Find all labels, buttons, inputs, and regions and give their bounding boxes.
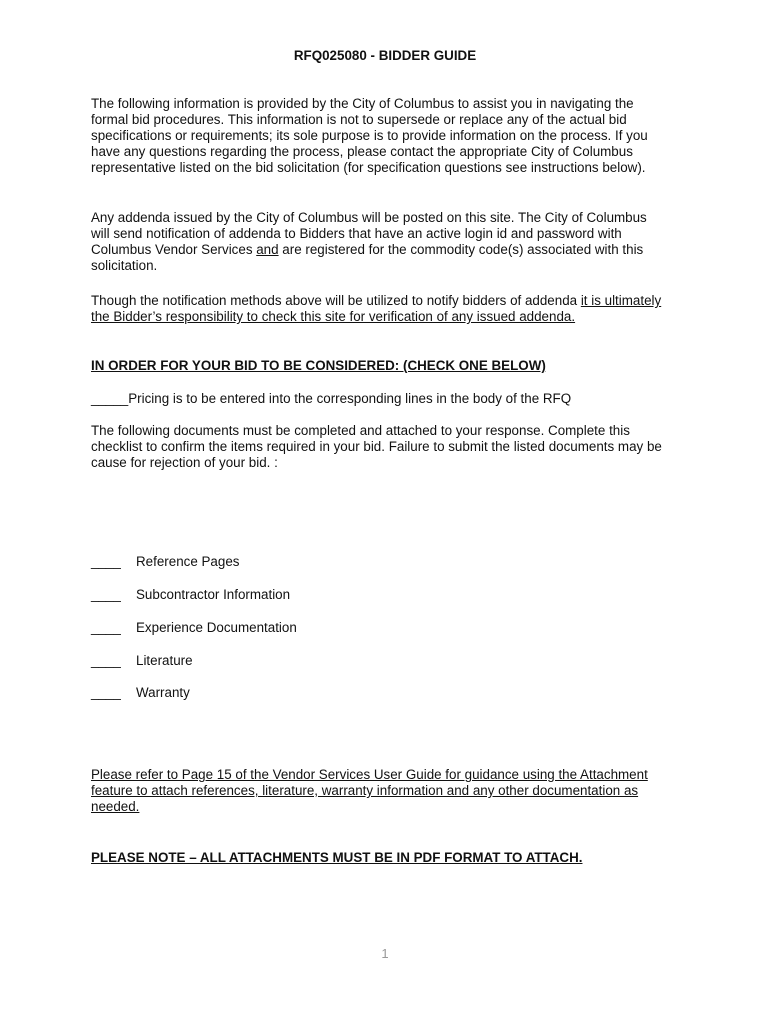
check-blank[interactable]: ____	[91, 587, 121, 602]
checklist-label: Experience Documentation	[136, 620, 297, 635]
pricing-option	[91, 391, 666, 407]
pricing-check-blank[interactable]: _____	[91, 391, 129, 406]
checklist-item-experience-documentation	[91, 620, 491, 636]
document-title: RFQ025080 - BIDDER GUIDE	[293, 48, 477, 63]
checklist-label: Warranty	[136, 685, 190, 700]
addenda-emphasis: and	[256, 242, 279, 257]
checklist-item-warranty	[91, 685, 491, 701]
checklist-item-literature	[91, 653, 491, 669]
checklist-label: Reference Pages	[136, 554, 240, 569]
check-blank[interactable]: ____	[91, 620, 121, 635]
check-blank[interactable]: ____	[91, 554, 121, 569]
pdf-note: PLEASE NOTE – ALL ATTACHMENTS MUST BE IN PDF FORMAT TO ATTACH.	[91, 850, 583, 865]
responsibility-note: it is ultimately the Bidder’s responsibility to check this site for verification of any issued addenda.	[91, 293, 662, 324]
notification-text: Though the notification methods above will be utilized to notify bidders of addenda	[91, 293, 581, 308]
addenda-text-end: are registered for the commodity code(s) associated with this solicitation.	[91, 242, 644, 273]
check-blank[interactable]: ____	[91, 685, 121, 700]
pricing-option-label: Pricing is to be entered into the corresponding lines in the body of the RFQ	[128, 391, 572, 406]
documents-intro-paragraph: The following documents must be completed and attached to your response. Complete this checklist to confirm the items required in your bid. Failure to submit the listed documents may be cause for rejection of your bid. :	[91, 423, 662, 470]
checklist-item-reference-pages	[91, 554, 491, 570]
checklist-item-subcontractor-information	[91, 587, 491, 603]
checklist-label: Literature	[136, 653, 193, 668]
page-number: 1	[381, 946, 389, 961]
checklist-label: Subcontractor Information	[136, 587, 291, 602]
refer-note: Please refer to Page 15 of the Vendor Services User Guide for guidance using the Attachment feature to attach references, literature, warranty information and any other documentation as needed.	[91, 767, 648, 814]
intro-paragraph: The following information is provided by the City of Columbus to assist you in navigating the formal bid procedures. This information is not to supersede or replace any of the actual bid specifications or requirements; its sole purpose is to provide information on the process. If you have any questions regarding the process, please contact the appropriate City of Columbus representative listed on the bid solicitation (for specification questions see instructions below).	[91, 96, 648, 175]
check-blank[interactable]: ____	[91, 653, 121, 668]
consider-heading: IN ORDER FOR YOUR BID TO BE CONSIDERED: (CHECK ONE BELOW)	[91, 358, 546, 373]
addenda-text-start: Any addenda issued by the City of Columbus will be posted on this site. The City of Columbus will send notification of addenda to Bidders that have an active login id and password with Columbus Vendor Services	[91, 210, 647, 257]
notification-paragraph	[91, 293, 666, 325]
addenda-paragraph	[91, 210, 666, 274]
